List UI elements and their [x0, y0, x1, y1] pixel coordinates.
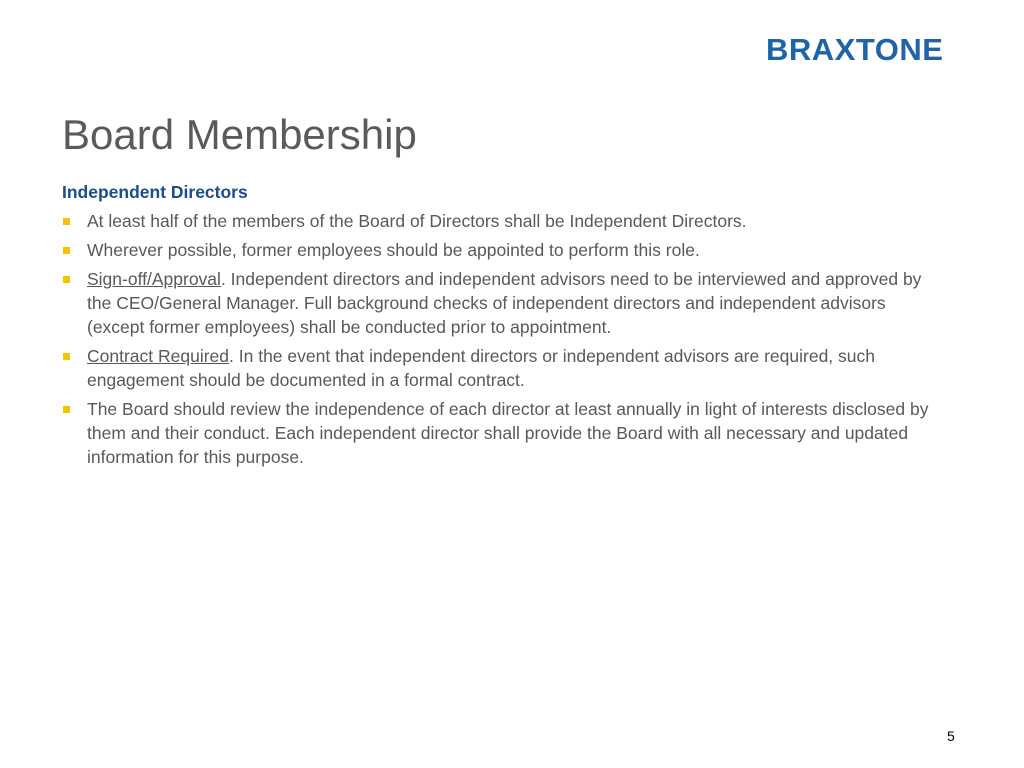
bullet-text: Wherever possible, former employees should be appointed to perform this role.: [87, 240, 700, 260]
bullet-item: [62, 238, 942, 262]
bullet-item: [62, 267, 942, 339]
bullet-text: At least half of the members of the Board of Directors shall be Independent Directors.: [87, 211, 747, 231]
bullet-text: . In the event that independent directors or independent advisors are required, such engagement should be documented in a formal contract.: [87, 346, 876, 390]
square-bullet-icon: [63, 247, 70, 254]
square-bullet-icon: [63, 353, 70, 360]
square-bullet-icon: [63, 276, 70, 283]
slide-title: Board Membership: [62, 111, 417, 158]
bullet-text: . Independent directors and independent advisors need to be interviewed and approved by the CEO/General Manager. Full background checks of independent directors and independent advisors (except former employees) shall be conducted prior to appointment.: [87, 269, 922, 337]
bullet-item: [62, 209, 942, 233]
bullet-item: [62, 397, 942, 469]
page-number: 5: [947, 728, 955, 744]
bullet-item: [62, 344, 942, 392]
bullet-label-contract-required: Contract Required: [87, 346, 230, 366]
bullet-text: The Board should review the independence of each director at least annually in light of interests disclosed by them and their conduct. Each independent director shall provide the Board with all necessary and updated information for this purpose.: [87, 399, 929, 467]
section-heading: Independent Directors: [62, 182, 248, 202]
square-bullet-icon: [63, 218, 70, 225]
square-bullet-icon: [63, 406, 70, 413]
bullet-label-sign-off-approval: Sign-off/Approval: [87, 269, 221, 289]
bullet-list: [62, 209, 942, 474]
braxtone-logo: BRAXTONE: [766, 32, 944, 67]
